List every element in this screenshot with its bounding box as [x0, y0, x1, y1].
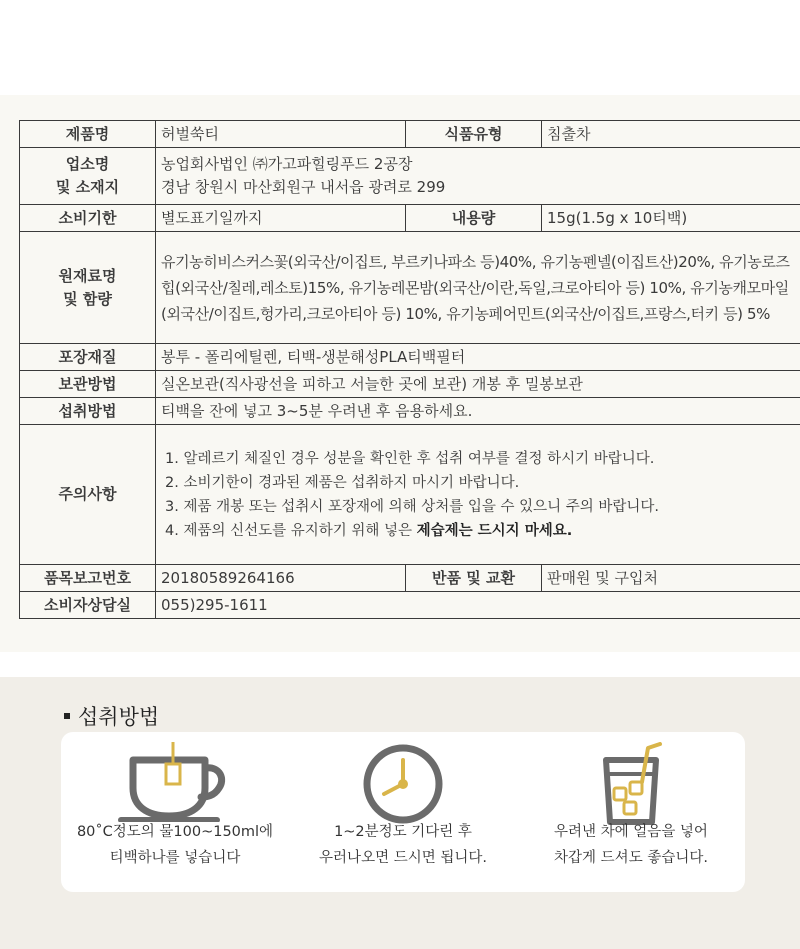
howto-step-2: [289, 732, 517, 892]
caution-4-emphasis: 제습제는 드시지 마세요.: [416, 522, 573, 539]
table-row: [20, 398, 800, 425]
return-value: 판매원 및 구입처: [542, 565, 800, 592]
table-row: [20, 592, 800, 619]
ingredients-label: 원재료명 및 함량: [20, 232, 156, 344]
top-whitespace: [0, 0, 800, 95]
step-3-text: 우려낸 차에 얼음을 넣어 차갑게 드셔도 좋습니다.: [554, 824, 708, 866]
company-label: 업소명 및 소재지: [20, 148, 156, 205]
howto-card: [61, 732, 745, 892]
table-row: [20, 148, 800, 205]
table-row: [20, 205, 800, 232]
report-number-value: 20180589264166: [156, 565, 406, 592]
ingredients-value: 유기농히비스커스꽃(외국산/이집트, 부르키나파소 등)40%, 유기농펜넬(이집트산)20%, 유기농로즈힙(외국산/칠레,레소토)15%, 유기농레몬밤(외국산/이란,독일,크로아티아 등) 10%, 유기농캐모마일(외국산/이집트,헝가리,크로아티아 등) 10%, 유기농페어민트(외국산/이집트,프랑스,터키 등) 5%: [156, 232, 800, 344]
square-bullet-icon: [64, 713, 70, 719]
howto-step-1: [61, 732, 289, 892]
table-row: [20, 232, 800, 344]
howto-heading: [64, 701, 159, 731]
expiry-label: 소비기한: [20, 205, 156, 232]
caution-item: 3. 제품 개봉 또는 섭취시 포장재에 의해 상처를 입을 수 있으니 주의 바랍니다.: [165, 498, 659, 515]
table-row: [20, 344, 800, 371]
product-info-panel: [0, 95, 800, 652]
volume-value: 15g(1.5g x 10티백): [542, 205, 800, 232]
consult-value: 055)295-1611: [156, 592, 800, 619]
table-row: [20, 121, 800, 148]
consult-label: 소비자상담실: [20, 592, 156, 619]
packaging-value: 봉투 - 폴리에틸렌, 티백-생분해성PLA티백필터: [156, 344, 800, 371]
return-label: 반품 및 교환: [406, 565, 542, 592]
product-name-label: 제품명: [20, 121, 156, 148]
howto-title: 섭취방법: [78, 705, 160, 729]
expiry-value: 별도표기일까지: [156, 205, 406, 232]
table-row: [20, 565, 800, 592]
storage-value: 실온보관(직사광선을 피하고 서늘한 곳에 보관) 개봉 후 밀봉보관: [156, 371, 800, 398]
tea-cup-icon: [115, 742, 235, 822]
table-row: [20, 371, 800, 398]
product-name-value: 허벌쑥티: [156, 121, 406, 148]
product-info-table: [19, 120, 800, 619]
packaging-label: 포장재질: [20, 344, 156, 371]
food-type-label: 식품유형: [406, 121, 542, 148]
company-value: 농업회사법인 ㈜가고파힐링푸드 2공장 경남 창원시 마산회원구 내서읍 광려로 299: [156, 148, 800, 205]
storage-label: 보관방법: [20, 371, 156, 398]
caution-label: 주의사항: [20, 425, 156, 565]
caution-item: 2. 소비기한이 경과된 제품은 섭취하지 마시기 바랍니다.: [165, 474, 520, 491]
table-row: [20, 425, 800, 565]
step-2-text: 1~2분정도 기다린 후 우러나오면 드시면 됩니다.: [319, 824, 487, 866]
caution-list: [156, 425, 800, 565]
volume-label: 내용량: [406, 205, 542, 232]
intake-value: 티백을 잔에 넣고 3~5분 우려낸 후 음용하세요.: [156, 398, 800, 425]
howto-step-3: [517, 732, 745, 892]
food-type-value: 침출차: [542, 121, 800, 148]
caution-item: 1. 알레르기 체질인 경우 성분을 확인한 후 섭취 여부를 결정 하시기 바랍니다.: [165, 450, 655, 467]
iced-glass-icon: [586, 742, 676, 826]
caution-item: [165, 519, 795, 543]
step-1-text: 80˚C정도의 물100~150ml에 티백하나를 넣습니다: [76, 824, 274, 866]
howto-section: [0, 677, 800, 949]
intake-label: 섭취방법: [20, 398, 156, 425]
clock-icon: [358, 742, 448, 826]
report-number-label: 품목보고번호: [20, 565, 156, 592]
caution-4-text: 4. 제품의 신선도를 유지하기 위해 넣은: [165, 522, 417, 539]
